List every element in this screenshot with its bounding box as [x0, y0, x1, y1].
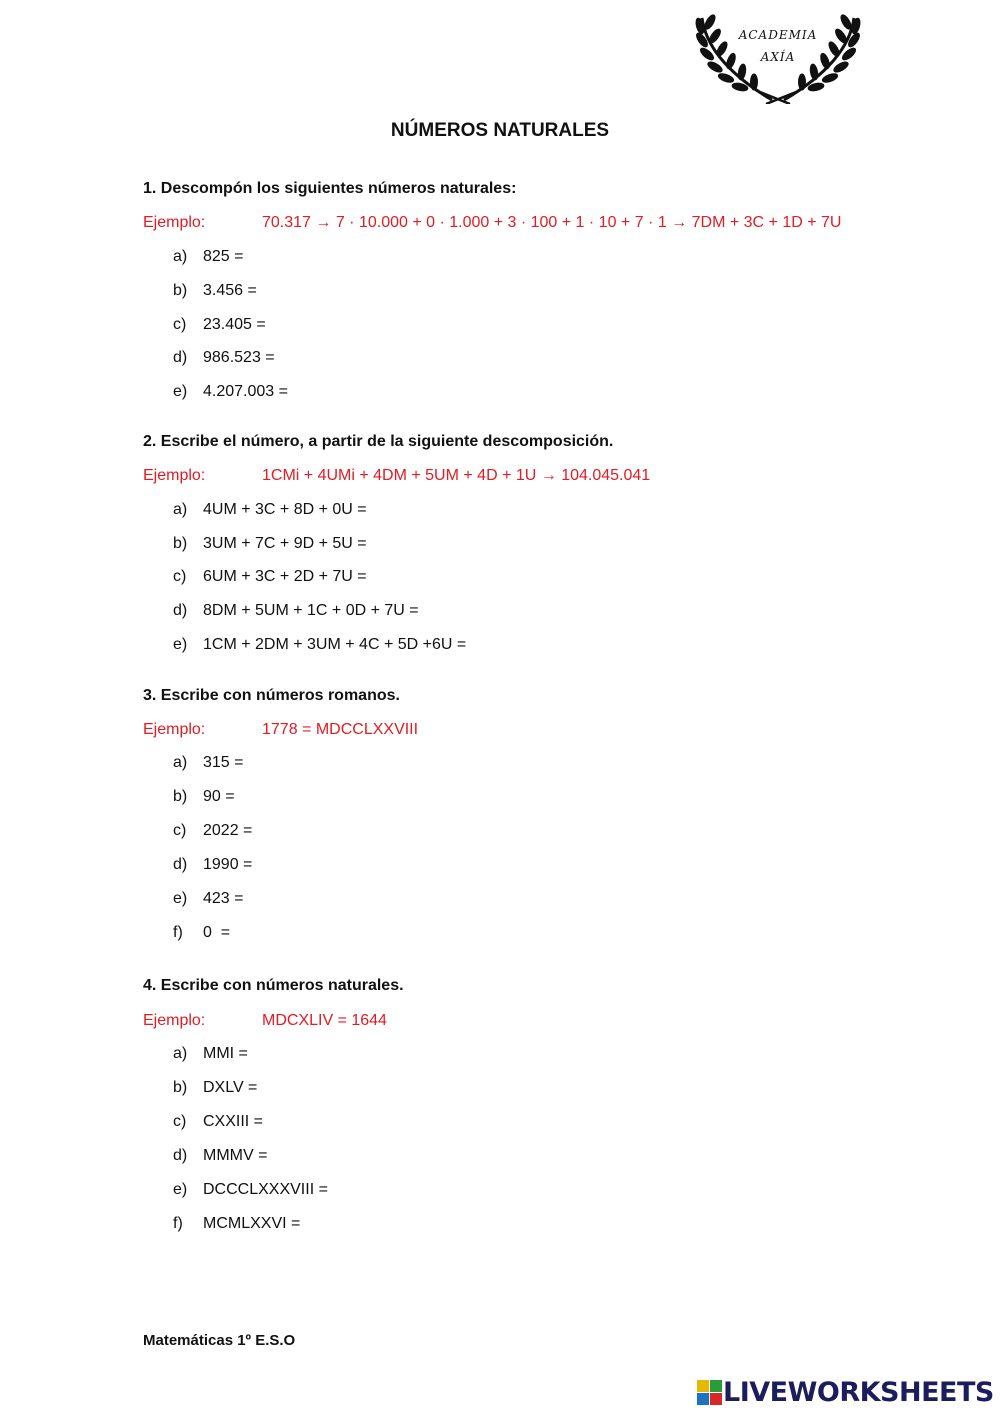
item-letter: b): [173, 282, 188, 299]
section-4-heading: 4. Escribe con números naturales.: [143, 977, 404, 994]
item-text: 1990 =: [203, 856, 253, 873]
item-text: 1CM + 2DM + 3UM + 4C + 5D +6U =: [203, 636, 467, 653]
section-2-heading: 2. Escribe el número, a partir de la siguiente descomposición.: [143, 433, 614, 450]
item-text: 23.405 =: [203, 316, 266, 333]
item-letter: f): [173, 1215, 183, 1232]
item-text: MMI =: [203, 1045, 248, 1062]
item-letter: a): [173, 1045, 188, 1062]
item-letter: c): [173, 1113, 187, 1130]
item-letter: c): [173, 568, 187, 585]
item-text: 423 =: [203, 890, 244, 907]
item-letter: b): [173, 535, 188, 552]
section-1-example: 70.317 → 7 · 10.000 + 0 · 1.000 + 3 · 100 + 1 · 10 + 7 · 1 → 7DM + 3C + 1D + 7U: [262, 214, 842, 231]
item-letter: a): [173, 248, 188, 265]
section-3-heading: 3. Escribe con números romanos.: [143, 687, 400, 704]
liveworksheets-badge-icon: [697, 1380, 723, 1406]
item-text: 6UM + 3C + 2D + 7U =: [203, 568, 367, 585]
item-text: 4.207.003 =: [203, 383, 288, 400]
item-text: 90 =: [203, 788, 235, 805]
logo-line-1: ACADEMIA: [738, 28, 818, 42]
item-text: 825 =: [203, 248, 244, 265]
item-text: 2022 =: [203, 822, 253, 839]
logo-line-2: AXÍA: [760, 50, 796, 64]
item-letter: d): [173, 602, 188, 619]
item-letter: d): [173, 349, 188, 366]
item-letter: e): [173, 890, 188, 907]
item-text: 3.456 =: [203, 282, 257, 299]
item-letter: d): [173, 856, 188, 873]
item-letter: a): [173, 501, 188, 518]
item-text: MCMLXXVI =: [203, 1215, 301, 1232]
item-text: 3UM + 7C + 9D + 5U =: [203, 535, 367, 552]
section-1-example-label: Ejemplo:: [143, 214, 206, 231]
liveworksheets-watermark[interactable]: [697, 1377, 997, 1407]
section-2-example: 1CMi + 4UMi + 4DM + 5UM + 4D + 1U → 104.045.041: [262, 467, 651, 484]
section-3-example: 1778 = MDCCLXXVIII: [262, 721, 419, 738]
page-title: NÚMEROS NATURALES: [390, 120, 610, 141]
item-text: 315 =: [203, 754, 244, 771]
item-letter: b): [173, 788, 188, 805]
item-letter: e): [173, 636, 188, 653]
liveworksheets-text: LIVEWORKSHEETS: [723, 1377, 994, 1408]
section-3-example-label: Ejemplo:: [143, 721, 206, 738]
item-text: MMMV =: [203, 1147, 268, 1164]
section-2-example-label: Ejemplo:: [143, 467, 206, 484]
item-letter: b): [173, 1079, 188, 1096]
item-text: 4UM + 3C + 8D + 0U =: [203, 501, 367, 518]
item-letter: c): [173, 822, 187, 839]
item-text: DXLV =: [203, 1079, 258, 1096]
item-letter: a): [173, 754, 188, 771]
section-4-example: MDCXLIV = 1644: [262, 1012, 387, 1029]
item-letter: e): [173, 383, 188, 400]
item-text: 8DM + 5UM + 1C + 0D + 7U =: [203, 602, 419, 619]
item-text: 986.523 =: [203, 349, 275, 366]
item-text: DCCCLXXXVIII =: [203, 1181, 328, 1198]
item-letter: d): [173, 1147, 188, 1164]
section-4-example-label: Ejemplo:: [143, 1012, 206, 1029]
item-letter: f): [173, 924, 183, 941]
academia-axia-logo: [690, 12, 866, 104]
item-text: 0 =: [203, 924, 231, 941]
item-letter: e): [173, 1181, 188, 1198]
section-1-heading: 1. Descompón los siguientes números naturales:: [143, 180, 517, 197]
item-text: CXXIII =: [203, 1113, 264, 1130]
item-letter: c): [173, 316, 187, 333]
footer-subject: Matemáticas 1º E.S.O: [143, 1332, 296, 1349]
